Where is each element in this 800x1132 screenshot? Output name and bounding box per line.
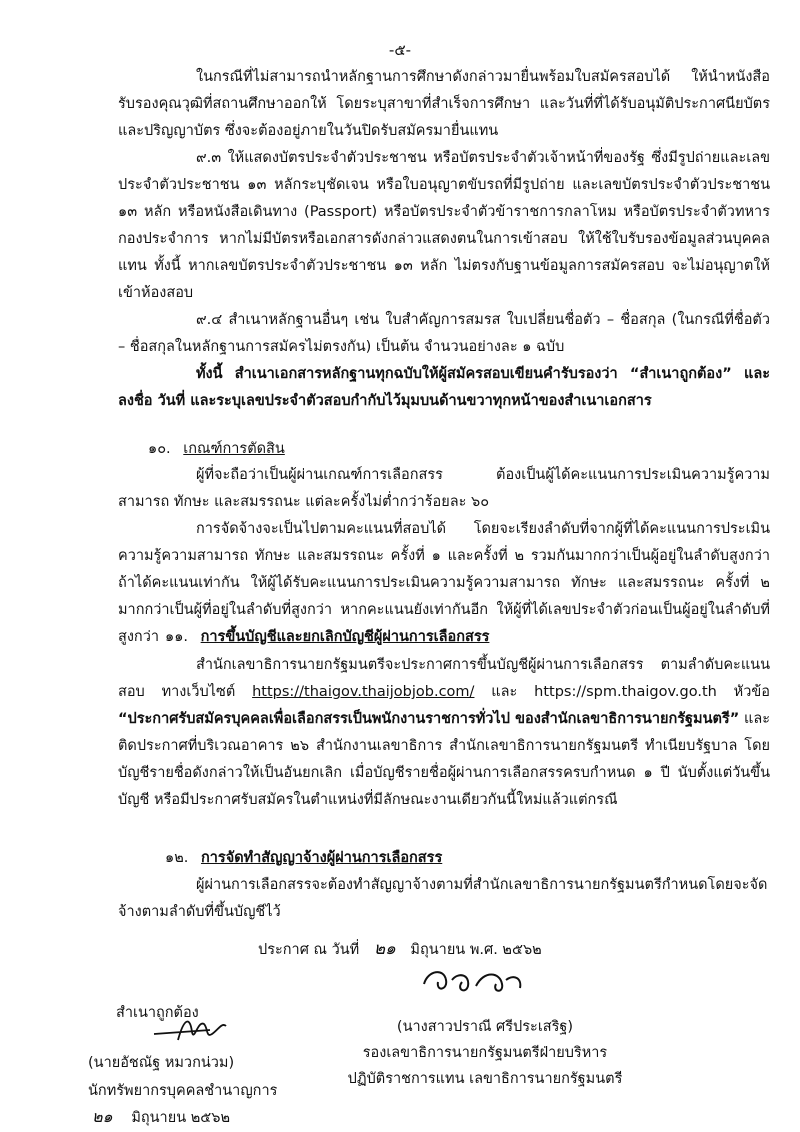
paragraph-9-4-other-documents: ๙.๔ สำเนาหลักฐานอื่นๆ เช่น ใบสำคัญการสมรส ใบเปลี่ยนชื่อตัว – ชื่อสกุล (ในกรณีที่ชื่อตัว – ชื่อสกุลในหลักฐานการสมัครไม่ตรงกัน) เป็นต้น จำนวนอย่างละ ๑ ฉบับ: [118, 312, 770, 355]
announcement-date-line: [258, 936, 542, 963]
announcement-day-handwritten: ๒๑: [373, 939, 396, 959]
certified-copy-signature: [150, 1012, 250, 1046]
signature-scribble: [418, 962, 528, 1002]
signatory-position-2: ปฏิบัติราชการแทน เลขาธิการนายกรัฐมนตรี: [347, 1071, 623, 1087]
section10-paragraph-2: การจัดจ้างจะเป็นไปตามคะแนนที่สอบได้ โดยจะเรียงลำดับที่จากผู้ที่ได้คะแนนการประเมินความรู้ความสามารถ ทักษะ และสมรรถนะ ครั้งที่ ๑ และครั้งที่ ๒ รวมกันมากกว่าเป็นผู้อยู่ในลำดับสูงกว่า ถ้าได้คะแนนเท่ากัน ให้ผู้ได้รับคะแนนการประเมินความรู้ความสามารถ ทักษะ และสมรรถนะ ครั้งที่ ๒ มากกว่าเป็นผู้ที่อยู่ในลำดับที่สูงกว่า หากคะแนนยังเท่ากันอีก ให้ผู้ที่ได้เลขประจำตัวก่อนเป็นผู้อยู่ในลำดับที่สูงกว่า: [118, 521, 770, 645]
section11-heading: [165, 624, 489, 651]
section11-title: การขึ้นบัญชีและยกเลิกบัญชีผู้ผ่านการเลือกสรร: [200, 629, 490, 645]
signatory-block: [330, 1014, 640, 1092]
signatory-name: (นางสาวปราณี ศรีประเสริฐ): [396, 1019, 574, 1035]
paragraph-9-3-id-card: ๙.๓ ให้แสดงบัตรประจำตัวประชาชน หรือบัตรประจำตัวเจ้าหน้าที่ของรัฐ ซึ่งมีรูปถ่ายและเลขประจำตัวประชาชน ๑๓ หลักระบุชัดเจน หรือใบอนุญาตขับรถที่มีรูปถ่าย และเลขบัตรประจำตัวประชาชน ๑๓ หลัก หรือหนังสือเดินทาง (Passport) หรือบัตรประจำตัวข้าราชการกลาโหม หรือบัตรประจำตัวทหารกองประจำการ หากไม่มีบัตรหรือเอกสารดังกล่าวแสดงตนในการเข้าสอบ ให้ใช้ใบรับรองข้อมูลส่วนบุคคลแทน ทั้งนี้ หากเลขบัตรประจำตัวประชาชน ๑๓ หลัก ไม่ตรงกับฐานข้อมูลการสมัครสอบ จะไม่อนุญาตให้เข้าห้องสอบ: [118, 150, 770, 301]
paragraph-education-certificate: ในกรณีที่ไม่สามารถนำหลักฐานการศึกษาดังกล่าวมายื่นพร้อมใบสมัครสอบได้ ให้นำหนังสือรับรองคุณวุฒิที่สถานศึกษาออกให้ โดยระบุสาขาที่สำเร็จการศึกษา และวันที่ที่ได้รับอนุมัติประกาศนียบัตรและปริญญาบัตร ซึ่งจะต้องอยู่ภายในวันปิดรับสมัครมายื่นแทน: [118, 69, 770, 139]
section12-heading: [165, 845, 442, 872]
certified-copy-name: (นายอัชณัฐ หมวกน่วม): [88, 1055, 235, 1071]
section11-text-a: สำนักเลขาธิการนายกรัฐมนตรีจะประกาศการขึ้นบัญชีผู้ผ่านการเลือกสรร ตามลำดับคะแนนสอบ ทางเว็บไซต์: [118, 657, 770, 700]
section10-number: ๑๐.: [148, 441, 171, 457]
section11-paragraph: [118, 652, 770, 814]
section10-paragraph-1: ผู้ที่จะถือว่าเป็นผู้ผ่านเกณฑ์การเลือกสรร ต้องเป็นผู้ได้คะแนนการประเมินความรู้ความสามารถ ทักษะ และสมรรถนะ แต่ละครั้งไม่ต่ำกว่าร้อยละ ๖๐: [118, 467, 770, 510]
certified-copy-month-year: มิถุนายน ๒๕๖๒: [131, 1110, 231, 1126]
section10-body: [118, 462, 770, 651]
page-number: -๕-: [388, 41, 412, 59]
announcement-prefix: ประกาศ ณ วันที่: [258, 942, 360, 958]
section12-number: ๑๒.: [165, 850, 189, 866]
certified-copy-date: [92, 1104, 230, 1131]
paragraph-certification-note: ทั้งนี้ สำเนาเอกสารหลักฐานทุกฉบับให้ผู้สมัครสอบเขียนคำรับรองว่า “สำเนาถูกต้อง” และลงชื่อ วันที่ และระบุเลขประจำตัวสอบกำกับไว้มุมบนด้านขวาทุกหน้าของสำเนาเอกสาร: [118, 366, 770, 409]
signatory-position-1: รองเลขาธิการนายกรัฐมนตรีฝ่ายบริหาร: [362, 1045, 608, 1061]
section11-text-b: และ https://spm.thaigov.go.th หัวข้อ: [474, 684, 770, 700]
certified-copy-position: นักทรัพยากรบุคคลชำนาญการ: [88, 1083, 278, 1099]
section12-title: การจัดทำสัญญาจ้างผู้ผ่านการเลือกสรร: [200, 850, 443, 866]
section12-paragraph: ผู้ผ่านการเลือกสรรจะต้องทำสัญญาจ้างตามที่สำนักเลขาธิการนายกรัฐมนตรีกำหนดโดยจะจัดจ้างตามลำดับที่ขึ้นบัญชีไว้: [118, 877, 768, 920]
certified-copy-label: สำเนาถูกต้อง: [116, 1005, 199, 1021]
section11-announcement-title: “ประกาศรับสมัครบุคคลเพื่อเลือกสรรเป็นพนักงานราชการทั่วไป ของสำนักเลขาธิการนายกรัฐมนตรี”: [118, 711, 740, 727]
section12-body: [118, 872, 770, 926]
section10-heading: [148, 436, 285, 463]
section11-text-c: และติดประกาศที่บริเวณอาคาร ๒๖ สำนักงานเลขาธิการ สำนักเลขาธิการนายกรัฐมนตรี ทำเนียบรัฐบาล โดยบัญชีรายชื่อดังกล่าวให้เป็นอันยกเลิก เมื่อบัญชีรายชื่อผู้ผ่านการเลือกสรรครบกำหนด ๑ ปี นับตั้งแต่วันขึ้นบัญชี หรือมีประกาศรับสมัครในตำแหน่งที่มีลักษณะงานเดียวกันนี้ใหม่แล้วแต่กรณี: [118, 711, 770, 808]
announcement-month-year: มิถุนายน พ.ศ. ๒๕๖๒: [410, 942, 542, 958]
section10-title: เกณฑ์การตัดสิน: [183, 441, 285, 457]
thaigov-jobs-link[interactable]: https://thaigov.thaijobjob.com/: [252, 684, 475, 700]
section11-body: [118, 652, 770, 814]
certified-copy-day-handwritten: ๒๑: [92, 1107, 113, 1126]
section9-continuation: [118, 64, 770, 415]
section11-number: ๑๑.: [165, 629, 189, 645]
